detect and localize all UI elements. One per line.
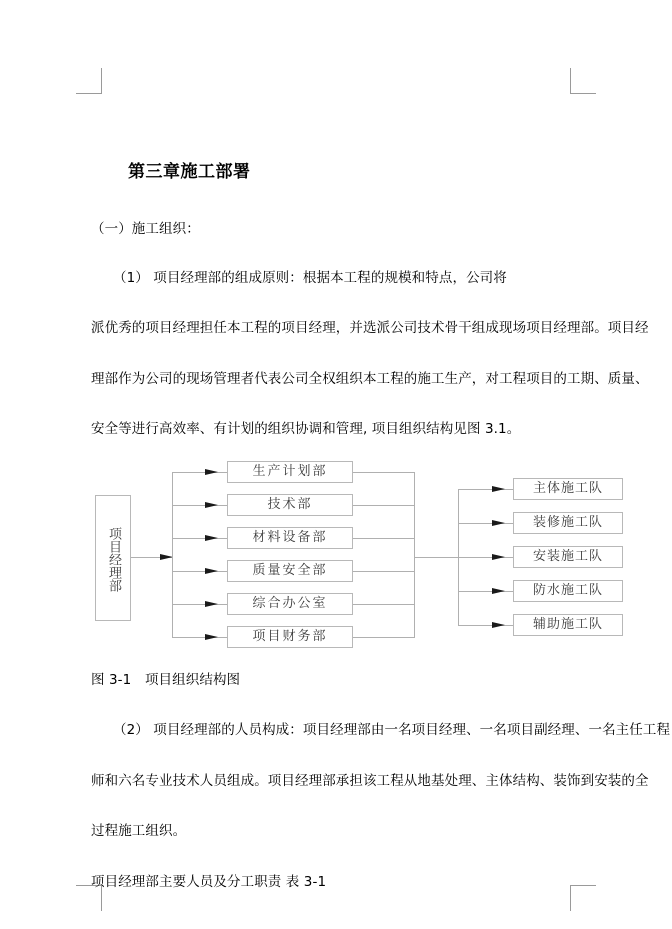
paragraph-1-line-2: 派优秀的项目经理担任本工程的项目经理，并选派公司技术骨干组成现场项目经理部。项目经	[91, 320, 649, 336]
paragraph-1-line-1: （1） 项目经理部的组成原则：根据本工程的规模和特点，公司将	[113, 270, 507, 286]
connector-dept-4	[172, 571, 227, 572]
arrow-dept-1	[205, 469, 218, 475]
org-node-dept-1: 生产计划部	[227, 461, 353, 483]
org-node-team-5: 辅助施工队	[513, 614, 623, 636]
team-bus-vertical	[458, 489, 459, 625]
connector-root-to-dept-bus	[131, 557, 173, 558]
arrow-root-to-dept-bus	[160, 554, 173, 560]
connector-team-5	[458, 625, 513, 626]
org-node-root: 项目经理部	[95, 495, 131, 621]
org-node-dept-6: 项目财务部	[227, 626, 353, 648]
paragraph-2-line-1: （2） 项目经理部的人员构成：项目经理部由一名项目经理、一名项目副经理、一名主任工程	[113, 722, 671, 738]
arrow-dept-4	[205, 568, 218, 574]
connector-dept-6	[172, 637, 227, 638]
connector-dept-2	[172, 505, 227, 506]
org-node-dept-3: 材料设备部	[227, 527, 353, 549]
figure-caption: 图 3-1 项目组织结构图	[91, 672, 241, 688]
arrow-dept-6	[205, 634, 218, 640]
paragraph-2-line-2: 师和六名专业技术人员组成。项目经理部承担该工程从地基处理、主体结构、装饰到安装的全	[91, 773, 649, 789]
stub-dept-1-right	[353, 472, 414, 473]
connector-dept-1	[172, 472, 227, 473]
dept-bus-vertical	[172, 472, 173, 638]
stub-dept-5-right	[353, 604, 414, 605]
page-title: 第三章施工部署	[128, 162, 251, 182]
org-node-team-3: 安装施工队	[513, 546, 623, 568]
table-caption: 项目经理部主要人员及分工职责 表 3-1	[91, 874, 327, 890]
arrow-dept-3	[205, 535, 218, 541]
connector-collector-to-team-bus	[414, 557, 459, 558]
paragraph-1-line-4: 安全等进行高效率、有计划的组织协调和管理, 项目组织结构见图 3.1。	[91, 421, 521, 437]
dept-collector-bus-vertical	[414, 472, 415, 638]
crop-mark-top-right	[570, 68, 596, 94]
arrow-team-5	[492, 622, 505, 628]
connector-team-2	[458, 523, 513, 524]
paragraph-1-line-3: 理部作为公司的现场管理者代表公司全权组织本工程的施工生产，对工程项目的工期、质量、	[91, 371, 649, 387]
connector-dept-5	[172, 604, 227, 605]
section-heading: （一）施工组织：	[91, 221, 200, 237]
org-node-team-2: 装修施工队	[513, 512, 623, 534]
arrow-dept-5	[205, 601, 218, 607]
arrow-team-4	[492, 588, 505, 594]
stub-dept-6-right	[353, 637, 414, 638]
org-node-team-4: 防水施工队	[513, 580, 623, 602]
stub-dept-3-right	[353, 538, 414, 539]
arrow-team-2	[492, 520, 505, 526]
org-node-dept-5: 综合办公室	[227, 593, 353, 615]
crop-mark-top-left	[76, 68, 102, 94]
arrow-team-3	[492, 554, 505, 560]
paragraph-2-line-3: 过程施工组织。	[91, 823, 187, 839]
org-node-dept-2: 技术部	[227, 494, 353, 516]
org-node-team-1: 主体施工队	[513, 478, 623, 500]
connector-team-3	[458, 557, 513, 558]
org-node-dept-4: 质量安全部	[227, 560, 353, 582]
stub-dept-2-right	[353, 505, 414, 506]
stub-dept-4-right	[353, 571, 414, 572]
arrow-team-1	[492, 486, 505, 492]
connector-team-1	[458, 489, 513, 490]
arrow-dept-2	[205, 502, 218, 508]
connector-dept-3	[172, 538, 227, 539]
connector-team-4	[458, 591, 513, 592]
